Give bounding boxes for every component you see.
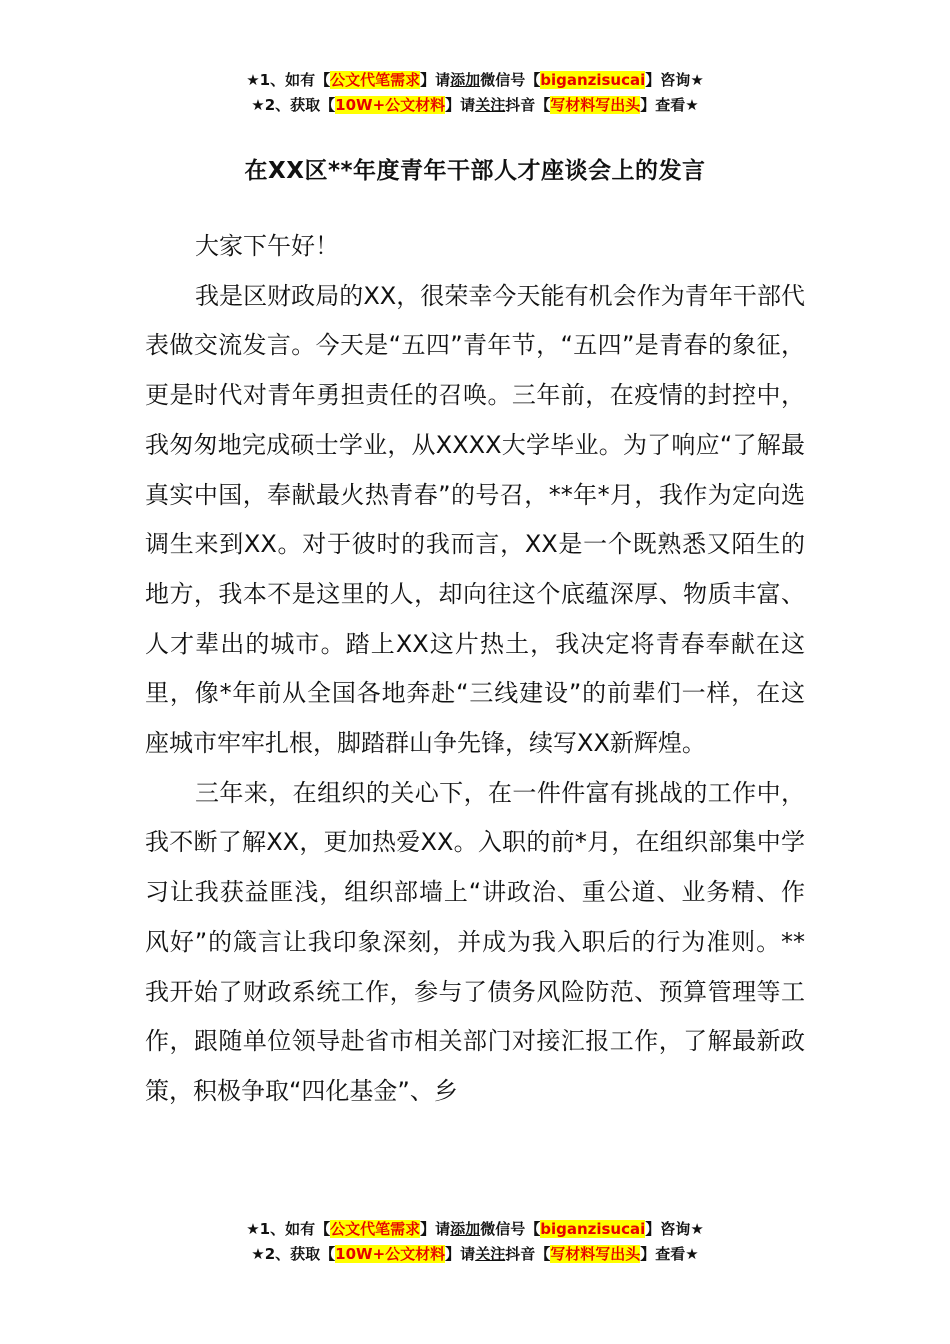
highlight-douyin-account: 写材料写出头	[550, 96, 641, 114]
promo-banner-bottom	[0, 1217, 950, 1267]
highlight-service: 公文代笔需求	[330, 1220, 421, 1238]
highlight-materials: 10W+公文材料	[335, 96, 446, 114]
promo-banner-top	[0, 68, 950, 118]
paragraph-experience: 三年来，在组织的关心下，在一件件富有挑战的工作中，我不断了解XX，更加热爱XX。入职的前*月，在组织部集中学习让我获益匪浅，组织部墙上“讲政治、重公道、业务精、作风好”的箴言让我印象深刻，并成为我入职后的行为准则。**我开始了财政系统工作，参与了债务风险防范、预算管理等工作，跟随单位领导赴省市相关部门对接汇报工作，了解最新政策，积极争取“四化基金”、乡	[145, 778, 805, 1105]
star-icon: ★	[685, 96, 699, 114]
paragraph-introduction: 我是区财政局的XX，很荣幸今天能有机会作为青年干部代表做交流发言。今天是“五四”青年节，“五四”是青春的象征，更是时代对青年勇担责任的召唤。三年前，在疫情的封控中，我匆匆地完成硕士学业，从XXXX大学毕业。为了响应“了解最真实中国，奉献最火热青春”的号召，**年*月，我作为定向选调生来到XX。对于彼时的我而言，XX是一个既熟悉又陌生的地方，我本不是这里的人，却向往这个底蕴深厚、物质丰富、人才辈出的城市。踏上XX这片热土，我决定将青春奉献在这里，像*年前从全国各地奔赴“三线建设”的前辈们一样，在这座城市牢牢扎根，脚踏群山争先锋，续写XX新辉煌。	[145, 281, 805, 758]
highlight-service: 公文代笔需求	[330, 71, 421, 89]
document-body	[145, 222, 805, 1117]
highlight-douyin-account: 写材料写出头	[550, 1245, 641, 1263]
star-icon: ★	[690, 71, 704, 89]
highlight-wechat-id: biganzisucai	[540, 71, 646, 89]
highlight-wechat-id: biganzisucai	[540, 1220, 646, 1238]
highlight-materials: 10W+公文材料	[335, 1245, 446, 1263]
star-icon: ★	[690, 1220, 704, 1238]
promo-line-1: ★1、如有【公文代笔需求】请添加微信号【biganzisucai】咨询★	[246, 71, 704, 89]
promo-line-2: ★2、获取【10W+公文材料】请关注抖音【写材料写出头】查看★	[251, 1245, 699, 1263]
star-icon: ★	[246, 1220, 260, 1238]
star-icon: ★	[251, 96, 265, 114]
paragraph-greeting: 大家下午好！	[195, 232, 339, 260]
promo-line-2: ★2、获取【10W+公文材料】请关注抖音【写材料写出头】查看★	[251, 96, 699, 114]
document-title: 在XX区**年度青年干部人才座谈会上的发言	[244, 158, 706, 184]
star-icon: ★	[685, 1245, 699, 1263]
star-icon: ★	[251, 1245, 265, 1263]
star-icon: ★	[246, 71, 260, 89]
promo-line-1: ★1、如有【公文代笔需求】请添加微信号【biganzisucai】咨询★	[246, 1220, 704, 1238]
